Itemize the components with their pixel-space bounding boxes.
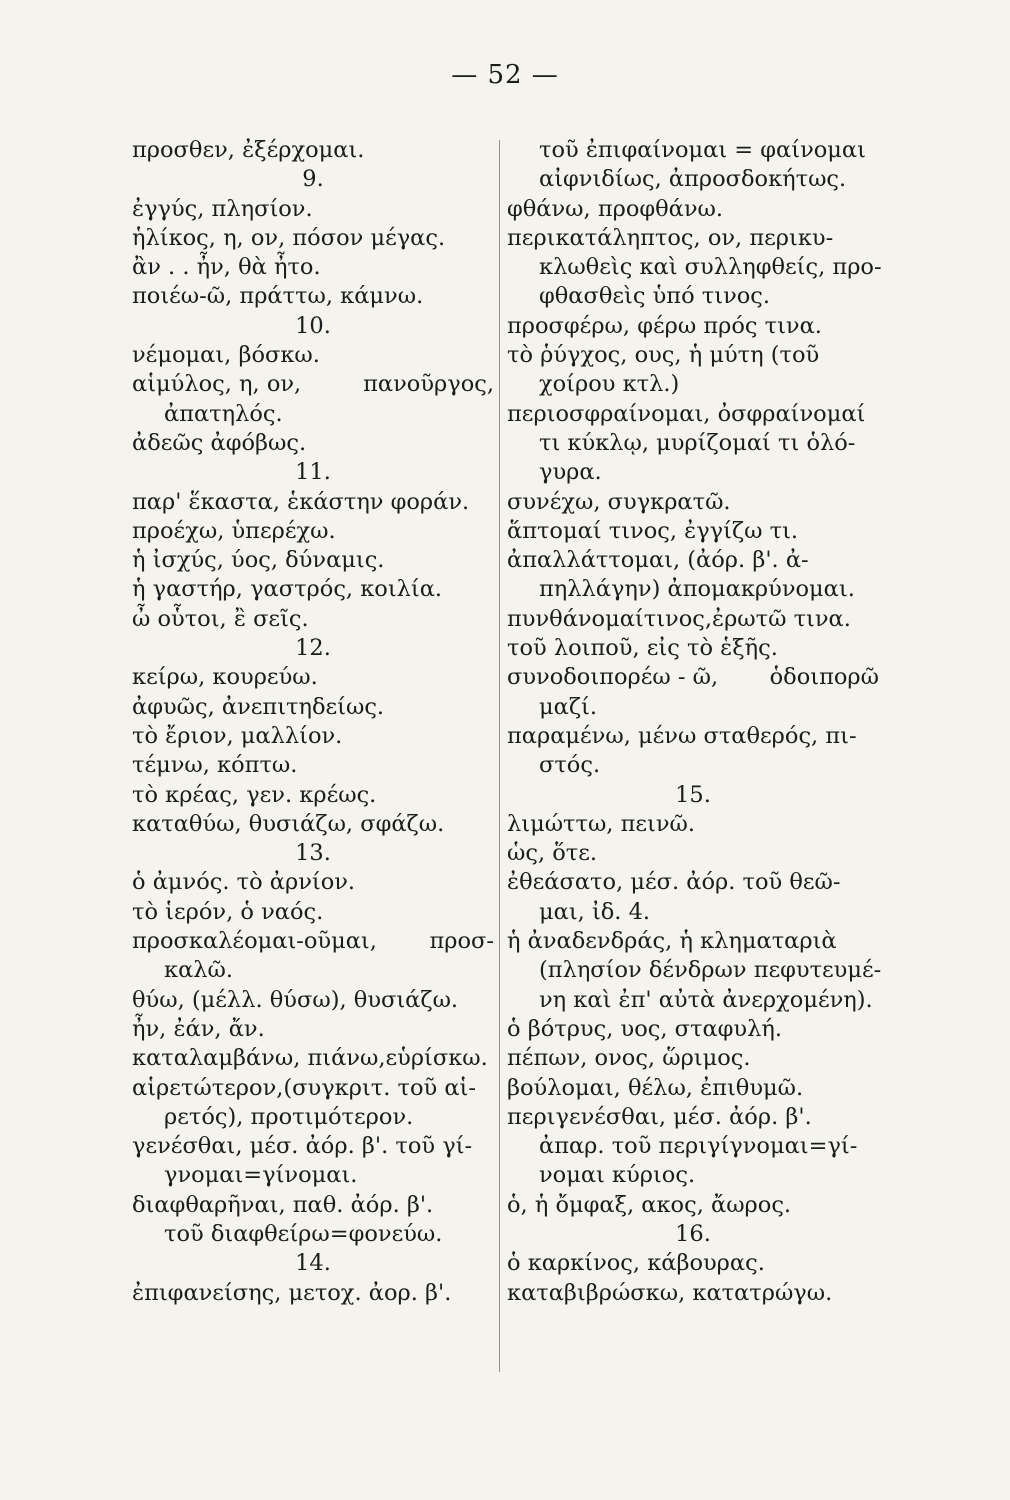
- glossary-continuation-line: τι κύκλῳ, μυρίζομαί τι ὁλό-: [539, 429, 856, 456]
- glossary-line: ἐθεάσατο, μέσ. ἀόρ. τοῦ θεῶ-: [507, 869, 841, 896]
- glossary-continuation-line: τοῦ διαφθείρω=φονεύω.: [164, 1220, 443, 1247]
- section-number: 16.: [675, 1220, 711, 1247]
- glossary-line: προέχω, ὑπερέχω.: [132, 517, 336, 544]
- glossary-line: γενέσθαι, μέσ. ἀόρ. β'. τοῦ γί-: [132, 1133, 473, 1160]
- glossary-continuation-line: νη καὶ ἐπ' αὐτὰ ἀνερχομένη).: [539, 986, 873, 1013]
- glossary-line: συνέχω, συγκρατῶ.: [507, 488, 731, 515]
- glossary-continuation-line: στός.: [539, 752, 601, 779]
- glossary-line: τὸ κρέας, γεν. κρέως.: [132, 781, 377, 808]
- glossary-line: περιοσφραίνομαι, ὀσφραίνομαί: [507, 400, 866, 427]
- glossary-line: ἀφυῶς, ἀνεπιτηδείως.: [132, 693, 385, 720]
- glossary-line: ἦν, ἐάν, ἄν.: [132, 1015, 265, 1042]
- glossary-line-start: συνοδοιπορέω - ῶ,: [507, 664, 719, 691]
- glossary-continuation-line: γνομαι=γίνομαι.: [164, 1162, 358, 1189]
- glossary-continuation-line: ἀπαρ. τοῦ περιγίγνομαι=γί-: [539, 1133, 858, 1160]
- glossary-line: λιμώττω, πεινῶ.: [507, 810, 696, 837]
- glossary-line: ὁ, ἡ ὄμφαξ, ακος, ἄωρος.: [507, 1191, 792, 1218]
- glossary-line: πέπων, ονος, ὥριμος.: [507, 1045, 751, 1072]
- glossary-continuation-line: αἰφνιδίως, ἀπροσδοκήτως.: [539, 166, 847, 193]
- page-number: — 52 —: [451, 60, 559, 90]
- glossary-line: νέμομαι, βόσκω.: [132, 342, 320, 369]
- glossary-line-start: αἱμύλος, η, ον,: [132, 371, 302, 398]
- glossary-continuation-line: τοῦ ἐπιφαίνομαι = φαίνομαι: [539, 137, 866, 163]
- glossary-continuation-line: φθασθεὶς ὑπό τινος.: [539, 283, 771, 310]
- glossary-line: αἱρετώτερον,(συγκριτ. τοῦ αἱ-: [132, 1074, 476, 1101]
- section-number: 11.: [295, 459, 331, 486]
- glossary-continuation-line: γυρα.: [539, 459, 602, 486]
- glossary-line-end: πανοῦργος,: [363, 371, 494, 398]
- glossary-line: ἐγγύς, πλησίον.: [132, 195, 313, 222]
- glossary-line: καταθύω, θυσιάζω, σφάζω.: [132, 810, 445, 837]
- glossary-line: διαφθαρῆναι, παθ. ἀόρ. β'.: [132, 1191, 434, 1218]
- section-number: 12.: [295, 635, 331, 662]
- glossary-line: τὸ ῥύγχος, ους, ἡ μύτη (τοῦ: [507, 342, 820, 369]
- glossary-line: βούλομαι, θέλω, ἐπιθυμῶ.: [507, 1074, 804, 1101]
- glossary-line: τοῦ λοιποῦ, εἰς τὸ ἑξῆς.: [507, 635, 778, 662]
- glossary-continuation-line: μαζί.: [539, 693, 597, 720]
- glossary-line: ἀδεῶς ἀφόβως.: [132, 429, 307, 456]
- glossary-continuation-line: χοίρου κτλ.): [539, 371, 680, 398]
- glossary-line: προσφέρω, φέρω πρός τινα.: [507, 312, 822, 339]
- glossary-continuation-line: ἀπατηλός.: [164, 400, 283, 427]
- glossary-continuation-line: (πλησίον δένδρων πεφυτευμέ-: [539, 957, 882, 984]
- glossary-line: ὁ ἀμνός. τὸ ἀρνίον.: [132, 869, 356, 896]
- glossary-line: τὸ ἔριον, μαλλίον.: [132, 722, 343, 749]
- glossary-continuation-line: νομαι κύριος.: [539, 1162, 696, 1189]
- glossary-line: κείρω, κουρεύω.: [132, 664, 318, 691]
- glossary-line-end: προσ-: [429, 928, 494, 955]
- glossary-continuation-line: πηλλάγην) ἀπομακρύνομαι.: [539, 576, 855, 603]
- glossary-line: ὦ οὗτοι, ἒ σεῖς.: [132, 605, 309, 632]
- glossary-line: πυνθάνομαίτινος,ἐρωτῶ τινα.: [507, 605, 851, 632]
- glossary-line: ὡς, ὅτε.: [507, 840, 598, 867]
- glossary-line: ἂν . . ἦν, θὰ ἦτο.: [132, 254, 321, 281]
- glossary-line: παρ' ἕκαστα, ἑκάστην φοράν.: [132, 488, 470, 515]
- glossary-line: ἡ γαστήρ, γαστρός, κοιλία.: [132, 576, 443, 603]
- glossary-line: ἡ ἀναδενδράς, ἡ κληματαριὰ: [507, 928, 837, 955]
- glossary-line: ἡλίκος, η, ον, πόσον μέγας.: [132, 224, 446, 251]
- glossary-line: [132, 370, 494, 399]
- section-number: 15.: [675, 781, 711, 808]
- glossary-line: ὁ καρκίνος, κάβουρας.: [507, 1250, 765, 1277]
- glossary-line: [507, 663, 879, 692]
- glossary-line: παραμένω, μένω σταθερός, πι-: [507, 722, 857, 749]
- right-column: [507, 136, 882, 1308]
- section-number: 10.: [295, 312, 331, 339]
- glossary-continuation-line: ρετός), προτιμότερον.: [164, 1103, 414, 1130]
- glossary-line: καταβιβρώσκω, κατατρώγω.: [507, 1279, 833, 1306]
- glossary-line-end: ὁδοιπορῶ: [769, 664, 879, 691]
- section-number: 14.: [295, 1250, 331, 1277]
- glossary-line: τέμνω, κόπτω.: [132, 752, 298, 779]
- glossary-line: ἀπαλλάττομαι, (ἀόρ. β'. ἀ-: [507, 547, 809, 574]
- column-divider: [499, 140, 500, 1372]
- glossary-line: καταλαμβάνω, πιάνω,εὑρίσκω.: [132, 1045, 488, 1072]
- glossary-continuation-line: καλῶ.: [164, 957, 234, 984]
- section-number: 13.: [295, 840, 331, 867]
- glossary-continuation-line: μαι, ἰδ. 4.: [539, 898, 651, 925]
- glossary-line: ποιέω-ῶ, πράττω, κάμνω.: [132, 283, 424, 310]
- glossary-line: ἅπτομαί τινος, ἐγγίζω τι.: [507, 517, 799, 544]
- glossary-line: [132, 927, 494, 956]
- glossary-line: περιγενέσθαι, μέσ. ἀόρ. β'.: [507, 1103, 812, 1130]
- glossary-line: φθάνω, προφθάνω.: [507, 195, 724, 222]
- section-number: 9.: [302, 166, 324, 193]
- left-column: [132, 136, 494, 1308]
- glossary-line: ὁ βότρυς, υος, σταφυλή.: [507, 1015, 782, 1042]
- glossary-line: ἡ ἰσχύς, ύος, δύναμις.: [132, 547, 385, 574]
- glossary-line: προσθεν, ἐξέρχομαι.: [132, 137, 365, 163]
- glossary-line-start: προσκαλέομαι-οῦμαι,: [132, 928, 377, 955]
- glossary-line: περικατάληπτος, ον, περικυ-: [507, 224, 834, 251]
- glossary-line: θύω, (μέλλ. θύσω), θυσιάζω.: [132, 986, 459, 1013]
- glossary-continuation-line: κλωθεὶς καὶ συλληφθείς, προ-: [539, 254, 882, 281]
- glossary-line: ἐπιφανείσης, μετοχ. ἀορ. β'.: [132, 1279, 452, 1306]
- glossary-line: τὸ ἱερόν, ὁ ναός.: [132, 898, 324, 925]
